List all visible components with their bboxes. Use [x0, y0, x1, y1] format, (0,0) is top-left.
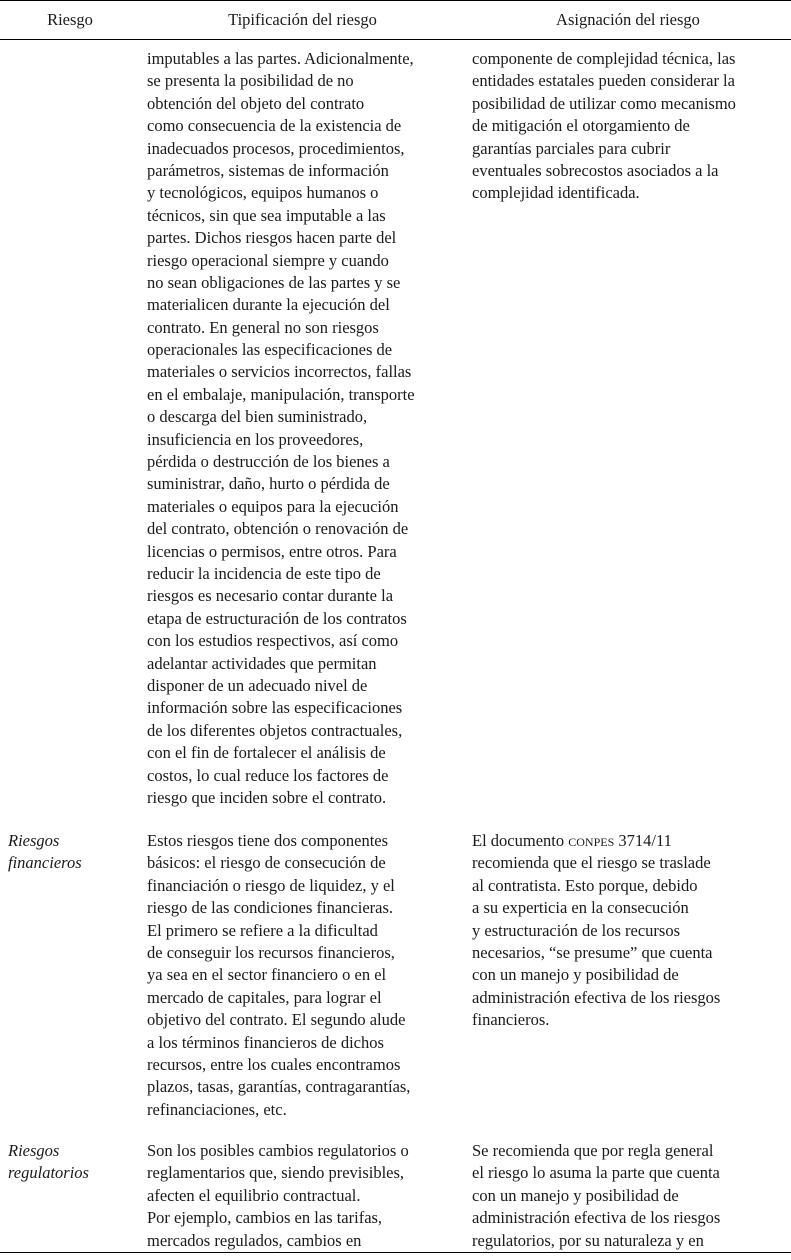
text-line: garantías parciales para cubrir — [472, 138, 671, 158]
row-3-tipificacion — [147, 1140, 409, 1252]
text-line: operacionales las especificaciones de — [147, 340, 393, 360]
text-line: recomienda que el riesgo se traslade — [472, 853, 711, 873]
text-line: parámetros, sistemas de información — [147, 160, 389, 180]
text-line: riesgos es necesario contar durante la — [147, 586, 394, 606]
text-line: información sobre las especificaciones — [147, 698, 403, 718]
text-line: costos, lo cual reduce los factores de — [147, 765, 389, 785]
header-riesgo: Riesgo — [47, 10, 93, 29]
text-line: imputables a las partes. Adicionalmente, — [147, 49, 414, 68]
text-line: del contrato, obtención o renovación de — [147, 519, 409, 539]
text-line: al contratista. Esto porque, debido — [472, 875, 698, 895]
label-line: regulatorios — [8, 1163, 89, 1183]
text-line: con un manejo y posibilidad de — [472, 965, 679, 985]
text-line: inadecuados procesos, procedimientos, — [147, 138, 405, 158]
text-line: riesgo que inciden sobre el contrato. — [147, 787, 387, 807]
text-line: objetivo del contrato. El segundo alude — [147, 1010, 406, 1030]
row-2-asignacion — [472, 830, 720, 1032]
text-line: se presenta la posibilidad de no — [147, 71, 354, 91]
top-rule — [0, 0, 791, 1]
text-line: posibilidad de utilizar como mecanismo — [472, 93, 736, 113]
text-line: pérdida o destrucción de los bienes a — [147, 452, 390, 472]
row-2-tipificacion — [147, 830, 410, 1121]
text-line: riesgo operacional siempre y cuando — [147, 250, 389, 270]
text-line: recursos, entre los cuales encontramos — [147, 1054, 401, 1074]
text-line: con un manejo y posibilidad de — [472, 1185, 679, 1205]
text-line: administración efectiva de los riesgos — [472, 1208, 721, 1228]
conpes-acronym: conpes — [568, 831, 615, 850]
text-line: regulatorios, por su naturaleza y en — [472, 1230, 704, 1250]
text-line: licencias o permisos, entre otros. Para — [147, 541, 397, 561]
text-line: partes. Dichos riesgos hacen parte del — [147, 228, 397, 248]
text-line: Son los posibles cambios regulatorios o — [147, 1141, 409, 1160]
text-line: eventuales sobrecostos asociados a la — [472, 160, 719, 180]
text-line: materiales o servicios incorrectos, fallas — [147, 362, 412, 382]
text-line: etapa de estructuración de los contratos — [147, 608, 407, 628]
text-line: no sean obligaciones de las partes y se — [147, 272, 401, 292]
text-line: reglamentarios que, siendo previsibles, — [147, 1163, 405, 1183]
text-line: en el embalaje, manipulación, transporte — [147, 384, 415, 404]
text-line: técnicos, sin que sea imputable a las — [147, 205, 386, 225]
text-line: materialicen durante la ejecución del — [147, 295, 390, 315]
text-line: adelantar actividades que permitan — [147, 653, 377, 673]
text-line: de mitigación el otorgamiento de — [472, 116, 690, 136]
text-line: materiales o equipos para la ejecución — [147, 496, 399, 516]
label-line: Riesgos — [8, 1141, 60, 1160]
text-line: Por ejemplo, cambios en las tarifas, — [147, 1208, 383, 1228]
text-line — [472, 830, 720, 852]
text-line: entidades estatales pueden considerar la — [472, 71, 735, 91]
text-line: Se recomienda que por regla general — [472, 1141, 714, 1160]
text-line: mercado de capitales, para lograr el — [147, 987, 382, 1007]
text-line: complejidad identificada. — [472, 183, 640, 203]
text-line: obtención del objeto del contrato — [147, 93, 365, 113]
text-line: de los diferentes objetos contractuales, — [147, 720, 403, 740]
text-line: o descarga del bien suministrado, — [147, 407, 368, 427]
text-line: el riesgo lo asuma la parte que cuenta — [472, 1163, 720, 1183]
text-line: afecten el equilibrio contractual. — [147, 1185, 361, 1205]
row-1-asignacion — [472, 48, 736, 205]
text-line: reducir la incidencia de este tipo de — [147, 563, 381, 583]
text-line: básicos: el riesgo de consecución de — [147, 853, 386, 873]
label-line: Riesgos — [8, 831, 60, 850]
text-line: con los estudios respectivos, así como — [147, 631, 399, 651]
text-line: componente de complejidad técnica, las — [472, 49, 736, 68]
text-line: y tecnológicos, equipos humanos o — [147, 183, 379, 203]
text-line: ya sea en el sector financiero o en el — [147, 965, 387, 985]
text-line: financieros. — [472, 1010, 550, 1030]
text-line: plazos, tasas, garantías, contragarantías, — [147, 1077, 411, 1097]
header-asignacion: Asignación del riesgo — [556, 10, 700, 29]
text-line: como consecuencia de la existencia de — [147, 116, 402, 136]
text-line: contrato. En general no son riesgos — [147, 317, 379, 337]
row-2-label — [8, 830, 82, 875]
label-line: financieros — [8, 853, 82, 873]
text-line: administración efectiva de los riesgos — [472, 987, 721, 1007]
text-line: suministrar, daño, hurto o pérdida de — [147, 474, 390, 494]
header-tipificacion: Tipificación del riesgo — [228, 10, 377, 29]
text-line: de conseguir los recursos financieros, — [147, 942, 395, 962]
text-line: a su experticia en la consecución — [472, 898, 689, 918]
text-segment: El documento — [472, 831, 569, 850]
text-line: riesgo de las condiciones financieras. — [147, 898, 394, 918]
row-1-tipificacion — [147, 48, 415, 809]
text-line: con el fin de fortalecer el análisis de — [147, 743, 386, 763]
text-line: disponer de un adecuado nivel de — [147, 675, 368, 695]
text-line: El primero se refiere a la dificultad — [147, 920, 378, 940]
text-line: mercados regulados, cambios en — [147, 1230, 362, 1250]
text-line: y estructuración de los recursos — [472, 920, 681, 940]
row-3-label — [8, 1140, 89, 1185]
text-line: Estos riesgos tiene dos componentes — [147, 831, 389, 850]
text-line: refinanciaciones, etc. — [147, 1099, 287, 1119]
text-segment: 3714/11 — [614, 831, 672, 850]
row-3-asignacion — [472, 1140, 720, 1252]
text-line: financiación o riesgo de liquidez, y el — [147, 875, 395, 895]
header-rule — [0, 39, 791, 40]
text-line: a los términos financieros de dichos — [147, 1032, 384, 1052]
text-line: necesarios, “se presume” que cuenta — [472, 942, 713, 962]
text-line: insuficiencia en los proveedores, — [147, 429, 364, 449]
bottom-rule — [0, 1252, 791, 1253]
